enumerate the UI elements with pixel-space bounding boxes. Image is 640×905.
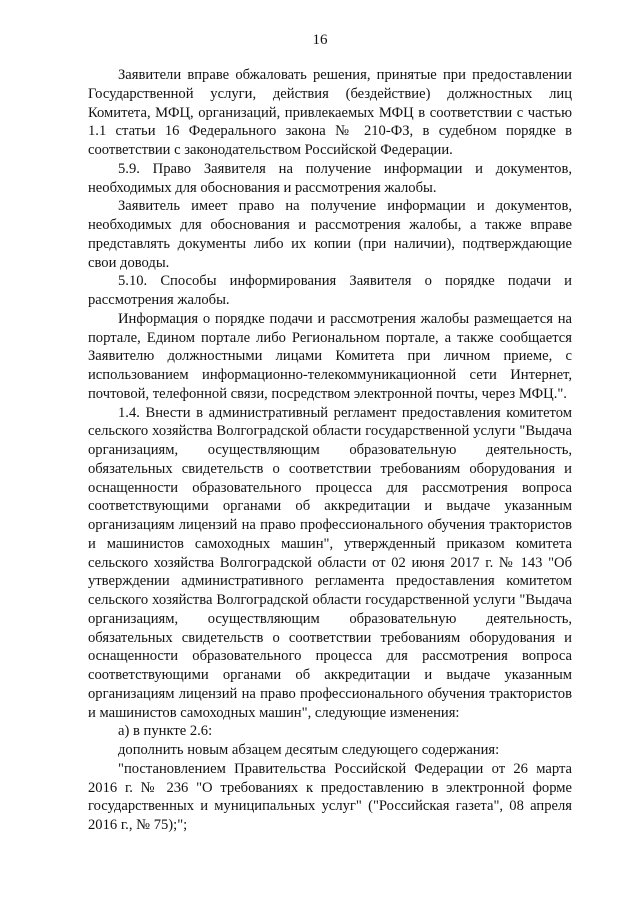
paragraph-5-9-heading: 5.9. Право Заявителя на получение информации и документов, необходимых для обоснования и рассмотрения жалобы. xyxy=(88,160,572,196)
paragraph-5-10-body: Информация о порядке подачи и рассмотрения жалобы размещается на портале, Едином портале либо Региональном портале, а также сообщается Заявителю должностными лицами Комитета при личном приеме, с использованием информационно-телекоммуникационной сети Интернет, почтовой, телефонной связи, посредством электронной почты, через МФЦ.". xyxy=(88,310,572,402)
paragraph-appeal-rights: Заявители вправе обжаловать решения, принятые при предоставлении Государственной услуги, действия (бездействие) должностных лиц Комитета, МФЦ, организаций, привлекаемых МФЦ в соответствии с частью 1.1 статьи 16 Федерального закона № 210-ФЗ, в судебном порядке в соответствии с законодательством Российской Федерации. xyxy=(88,67,572,158)
document-body xyxy=(88,66,572,835)
paragraph-1-4-amendment: 1.4. Внести в административный регламент предоставления комитетом сельского хозяйства Волгоградской области государственной услуги "Выдача организациям, осуществляющим образовательную деятельность, обязательных свидетельств о соответствии требованиям оборудования и оснащенности образовательного процесса для рассмотрения вопроса соответствующими органами об аккредитации и выдаче указанным организациям лицензий на право профессионального обучения трактористов и машинистов самоходных машин", утвержденный приказом комитета сельского хозяйства Волгоградской области от 02 июня 2017 г. № 143 "Об утверждении административного регламента предоставления комитетом сельского хозяйства Волгоградской области государственной услуги "Выдача организациям, осуществляющим образовательную деятельность, обязательных свидетельств о соответствии требованиям оборудования и оснащенности образовательного процесса для рассмотрения вопроса соответствующими органами об аккредитации и выдаче указанным организациям лицензий на право профессионального обучения трактористов и машинистов самоходных машин", следующие изменения: xyxy=(88,404,572,721)
paragraph-decree-quote: "постановлением Правительства Российской Федерации от 26 марта 2016 г. № 236 "О требованиях к предоставлению в электронной форме государственных и муниципальных услуг" ("Российская газета", 08 апреля 2016 г., № 75);"; xyxy=(88,760,572,833)
paragraph-add-tenth: дополнить новым абзацем десятым следующего содержания: xyxy=(118,742,500,758)
paragraph-5-9-body: Заявитель имеет право на получение информации и документов, необходимых для обоснования и рассмотрения жалобы, а также вправе представлять документы либо их копии (при наличии), подтверждающие свои доводы. xyxy=(88,198,572,271)
paragraph-item-a: а) в пункте 2.6: xyxy=(118,723,213,740)
paragraph-5-10-heading: 5.10. Способы информирования Заявителя о порядке подачи и рассмотрения жалобы. xyxy=(88,273,572,308)
page-number: 16 xyxy=(312,32,328,48)
